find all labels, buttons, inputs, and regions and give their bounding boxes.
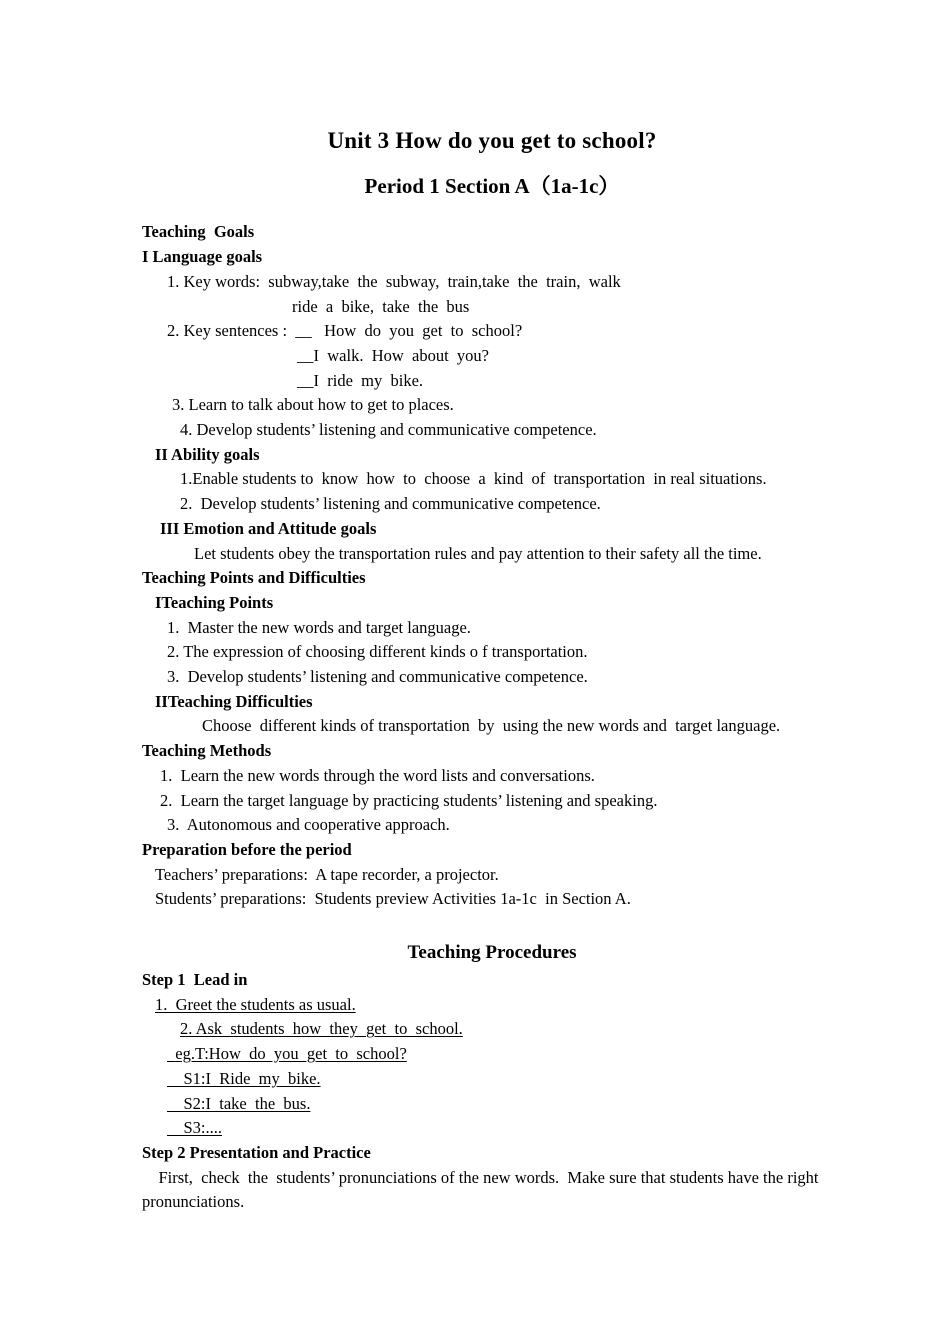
ability-goals-item-1: 1.Enable students to know how to choose a kind of transportation in real situations.	[180, 469, 767, 489]
language-goals-item-2-line-2: __I walk. How about you?	[297, 345, 490, 365]
language-goals-item-3: 3. Learn to talk about how to get to places.	[172, 395, 454, 415]
step-1-item-2: 2. Ask students how they get to school.	[180, 1019, 463, 1039]
teaching-difficulties-item-1: Choose different kinds of transportation by using the new words and target language.	[202, 716, 781, 736]
language-goals-item-2: 2. Key sentences : __ How do you get to school?	[167, 321, 523, 341]
language-goals-item-4: 4. Develop students’ listening and communicative competence.	[180, 420, 597, 440]
heading-ability-goals: II Ability goals	[155, 444, 260, 464]
language-goals-item-1: 1. Key words: subway,take the subway, train,take the train, walk	[167, 271, 621, 291]
preparation-teachers: Teachers’ preparations: A tape recorder, a projector.	[155, 864, 499, 884]
heading-preparation: Preparation before the period	[142, 839, 352, 859]
heading-teaching-methods: Teaching Methods	[142, 741, 272, 761]
heading-teaching-goals: Teaching Goals	[142, 222, 255, 242]
step-1-item-1: 1. Greet the students as usual.	[155, 994, 356, 1014]
heading-points-difficulties: Teaching Points and Difficulties	[142, 568, 366, 588]
step-1-example: eg.T:How do you get to school?	[167, 1044, 407, 1064]
teaching-points-item-2: 2. The expression of choosing different kinds o f transportation.	[167, 642, 588, 662]
language-goals-item-2-line-3: __I ride my bike.	[297, 370, 424, 390]
emotion-goals-item-1: Let students obey the transportation rules and pay attention to their safety all the time.	[194, 543, 762, 563]
ability-goals-item-2: 2. Develop students’ listening and communicative competence.	[180, 494, 601, 514]
heading-teaching-procedures: Teaching Procedures	[407, 942, 577, 964]
page-subtitle: Period 1 Section A（1a-1c）	[364, 174, 620, 199]
step-1-student-2: S2:I take the bus.	[167, 1093, 311, 1113]
heading-step-1: Step 1 Lead in	[142, 970, 248, 990]
teaching-methods-item-2: 2. Learn the target language by practicing students’ listening and speaking.	[160, 790, 658, 810]
step-1-student-3: S3:....	[167, 1118, 223, 1138]
language-goals-item-1-cont: ride a bike, take the bus	[292, 296, 470, 316]
step-1-student-1: S1:I Ride my bike.	[167, 1068, 321, 1088]
heading-teaching-difficulties: IITeaching Difficulties	[155, 691, 313, 711]
teaching-methods-item-1: 1. Learn the new words through the word lists and conversations.	[160, 765, 595, 785]
document-content	[142, 0, 842, 1215]
teaching-methods-item-3: 3. Autonomous and cooperative approach.	[167, 815, 450, 835]
preparation-students: Students’ preparations: Students preview Activities 1a-1c in Section A.	[155, 889, 631, 909]
step-2-paragraph: First, check the students’ pronunciations of the new words. Make sure that students have the right pronunciations.	[142, 1167, 823, 1212]
page-title: Unit 3 How do you get to school?	[327, 128, 657, 153]
heading-teaching-points: ITeaching Points	[155, 592, 274, 612]
heading-language-goals: I Language goals	[142, 247, 263, 267]
teaching-points-item-1: 1. Master the new words and target language.	[167, 617, 471, 637]
teaching-points-item-3: 3. Develop students’ listening and communicative competence.	[167, 667, 588, 687]
heading-emotion-goals: III Emotion and Attitude goals	[160, 518, 377, 538]
heading-step-2: Step 2 Presentation and Practice	[142, 1143, 371, 1162]
